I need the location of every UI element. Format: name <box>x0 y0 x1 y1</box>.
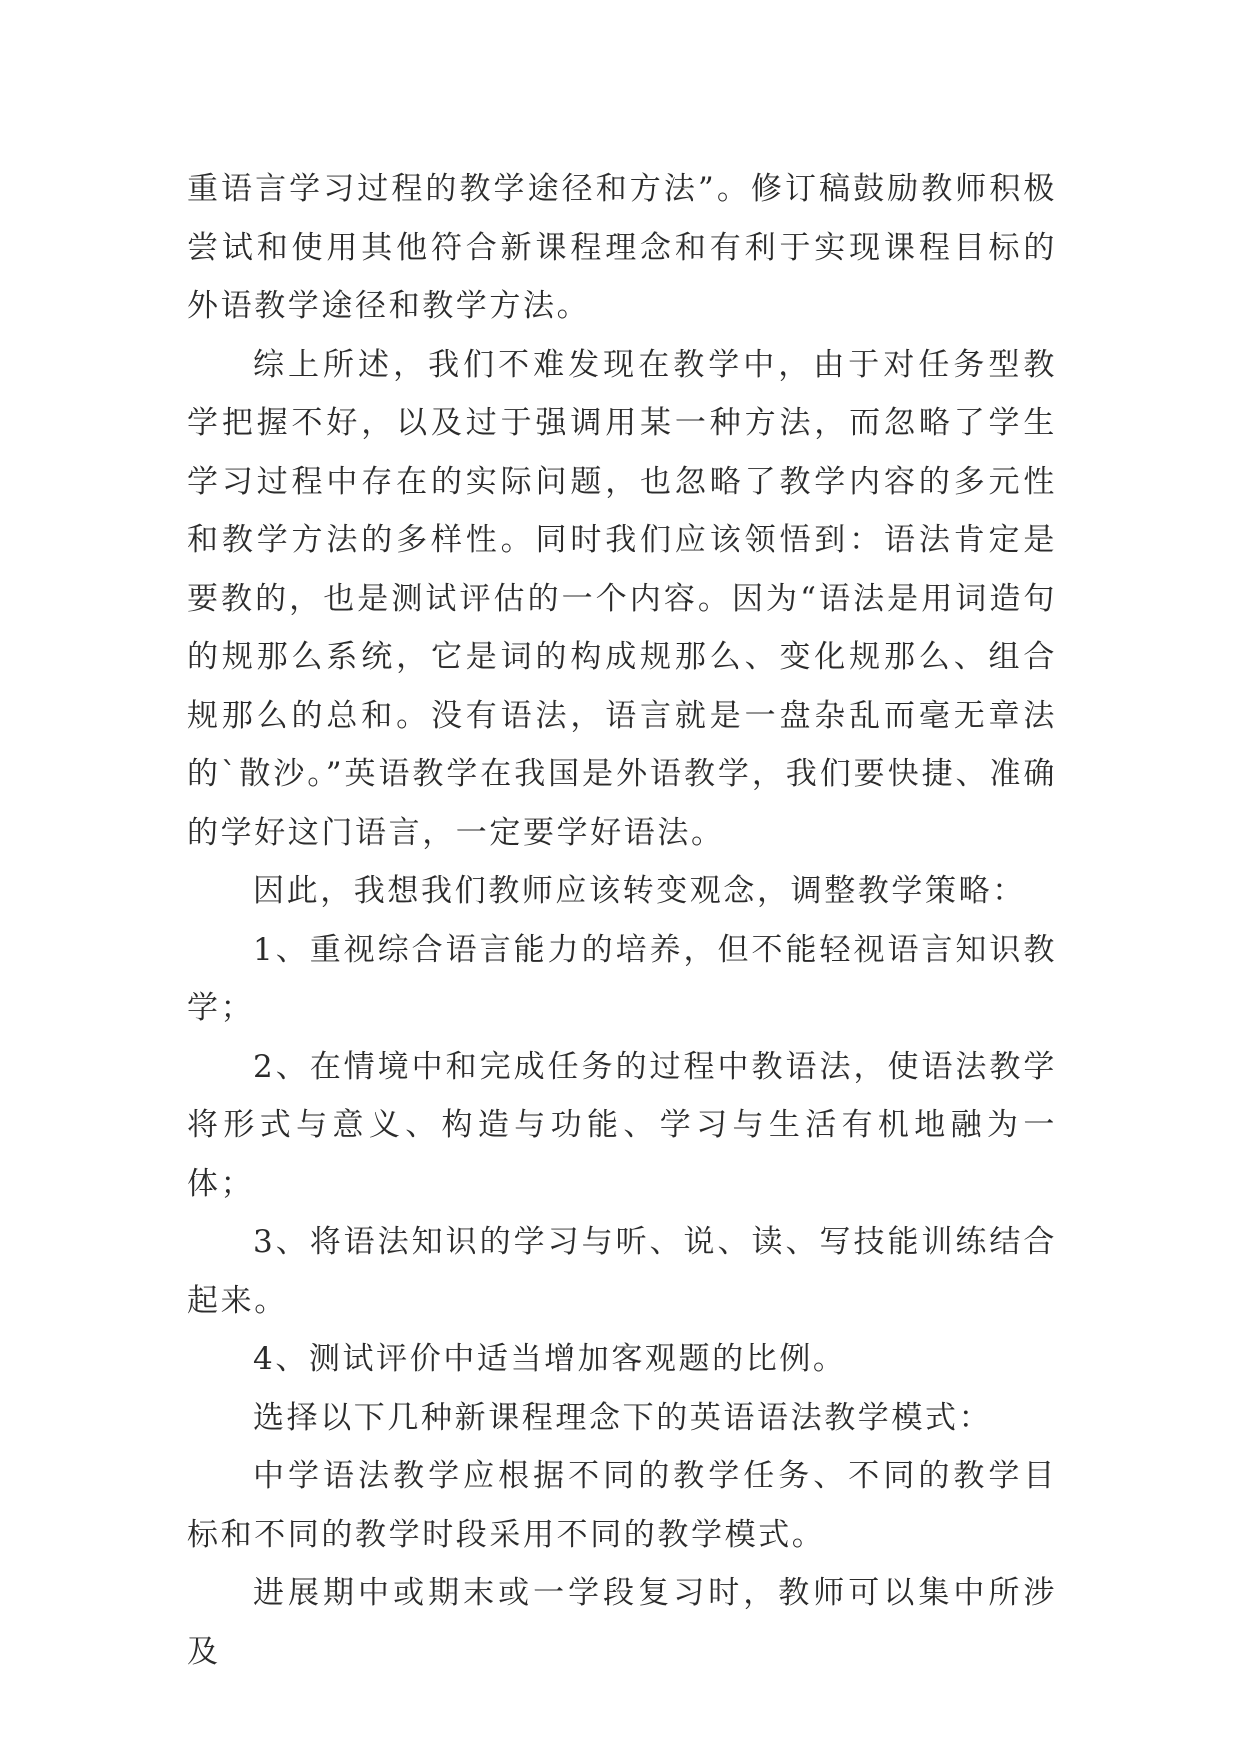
paragraph-6: 进展期中或期末或一学段复习时，教师可以集中所涉及 <box>187 1575 1057 1670</box>
document-body <box>187 160 1057 1681</box>
paragraph-2: 综上所述，我们不难发现在教学中，由于对任务型教学把握不好，以及过于强调用某一种方法，而忽略了学生学习过程中存在的实际问题，也忽略了教学内容的多元性和教学方法的多样性。同时我们应该领悟到：语法肯定是要教的，也是测试评估的一个内容。因为“语法是用词造句的规那么系统，它是词的构成规那么、变化规那么、组合规那么的总和。没有语法，语言就是一盘杂乱而毫无章法的`散沙。”英语教学在我国是外语教学，我们要快捷、准确的学好这门语言，一定要学好语法。 <box>187 346 1057 851</box>
paragraph-1: 重语言学习过程的教学途径和方法”。修订稿鼓励教师积极尝试和使用其他符合新课程理念和有利于实现课程目标的外语教学途径和教学方法。 <box>187 171 1057 324</box>
paragraph-5: 中学语法教学应根据不同的教学任务、不同的教学目标和不同的教学时段采用不同的教学模式。 <box>187 1458 1057 1553</box>
list-item-3: 3、将语法知识的学习与听、说、读、写技能训练结合起来。 <box>187 1224 1057 1319</box>
list-item-4: 4、测试评价中适当增加客观题的比例。 <box>253 1341 847 1377</box>
list-item-2: 2、在情境中和完成任务的过程中教语法，使语法教学将形式与意义、构造与功能、学习与生活有机地融为一体； <box>187 1048 1057 1202</box>
list-item-1: 1、重视综合语言能力的培养，但不能轻视语言知识教学； <box>187 931 1057 1026</box>
paragraph-4: 选择以下几种新课程理念下的英语语法教学模式： <box>253 1399 993 1436</box>
paragraph-3: 因此，我想我们教师应该转变观念，调整教学策略： <box>253 873 1026 909</box>
